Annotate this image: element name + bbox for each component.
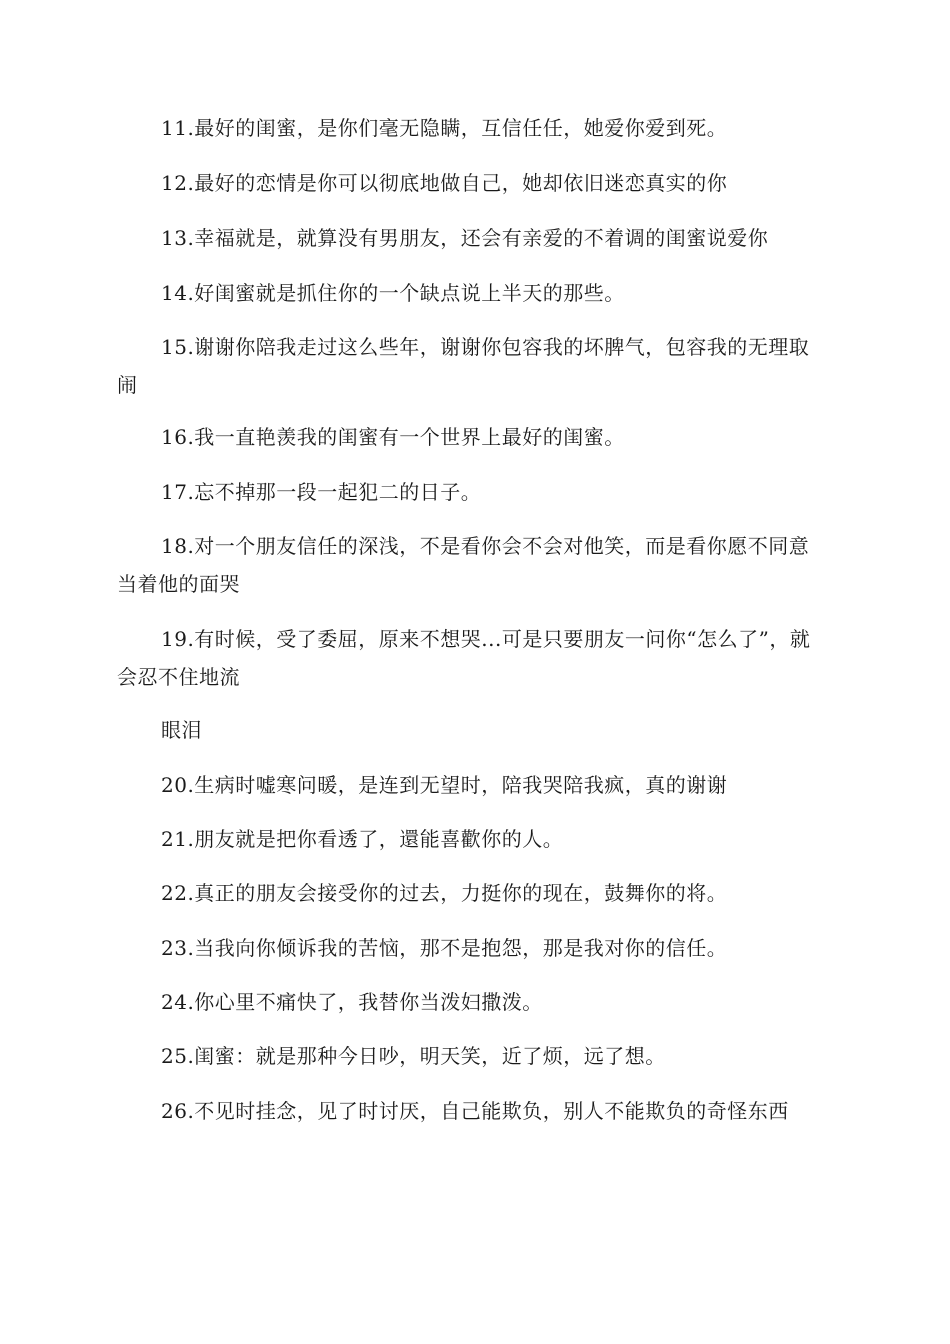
paragraph-17: 17.忘不掉那一段一起犯二的日子。 xyxy=(161,480,482,504)
paragraph-15: 15.谢谢你陪我走过这么些年，谢谢你包容我的坏脾气，包容我的无理取闹 xyxy=(117,335,810,397)
paragraph-21: 21.朋友就是把你看透了，還能喜歡你的人。 xyxy=(161,827,564,851)
paragraph-23: 23.当我向你倾诉我的苦恼，那不是抱怨，那是我对你的信任。 xyxy=(161,936,728,960)
paragraph-20: 20.生病时嘘寒问暖，是连到无望时，陪我哭陪我疯，真的谢谢 xyxy=(161,773,728,797)
paragraph-11: 11.最好的闺蜜，是你们毫无隐瞒，互信任任，她爱你爱到死。 xyxy=(161,116,728,140)
paragraph-19: 19.有时候，受了委屈，原来不想哭...可是只要朋友一问你“怎么了”，就会忍不住地流 xyxy=(117,627,811,689)
paragraph-25: 25.闺蜜：就是那种今日吵，明天笑，近了烦，远了想。 xyxy=(161,1044,666,1068)
paragraph-13: 13.幸福就是，就算没有男朋友，还会有亲爱的不着调的闺蜜说爱你 xyxy=(161,226,769,250)
paragraph-14: 14.好闺蜜就是抓住你的一个缺点说上半天的那些。 xyxy=(161,281,625,305)
paragraph-19-continued: 眼泪 xyxy=(161,718,202,742)
paragraph-18: 18.对一个朋友信任的深浅，不是看你会不会对他笑，而是看你愿不同意当着他的面哭 xyxy=(117,534,810,596)
paragraph-24: 24.你心里不痛快了，我替你当泼妇撒泼。 xyxy=(161,990,543,1014)
paragraph-26: 26.不见时挂念，见了时讨厌，自己能欺负，别人不能欺负的奇怪东西 xyxy=(161,1099,789,1123)
paragraph-12: 12.最好的恋情是你可以彻底地做自己，她却依旧迷恋真实的你 xyxy=(161,171,728,195)
paragraph-22: 22.真正的朋友会接受你的过去，力挺你的现在，鼓舞你的将。 xyxy=(161,881,728,905)
paragraph-16: 16.我一直艳羡我的闺蜜有一个世界上最好的闺蜜。 xyxy=(161,425,625,449)
